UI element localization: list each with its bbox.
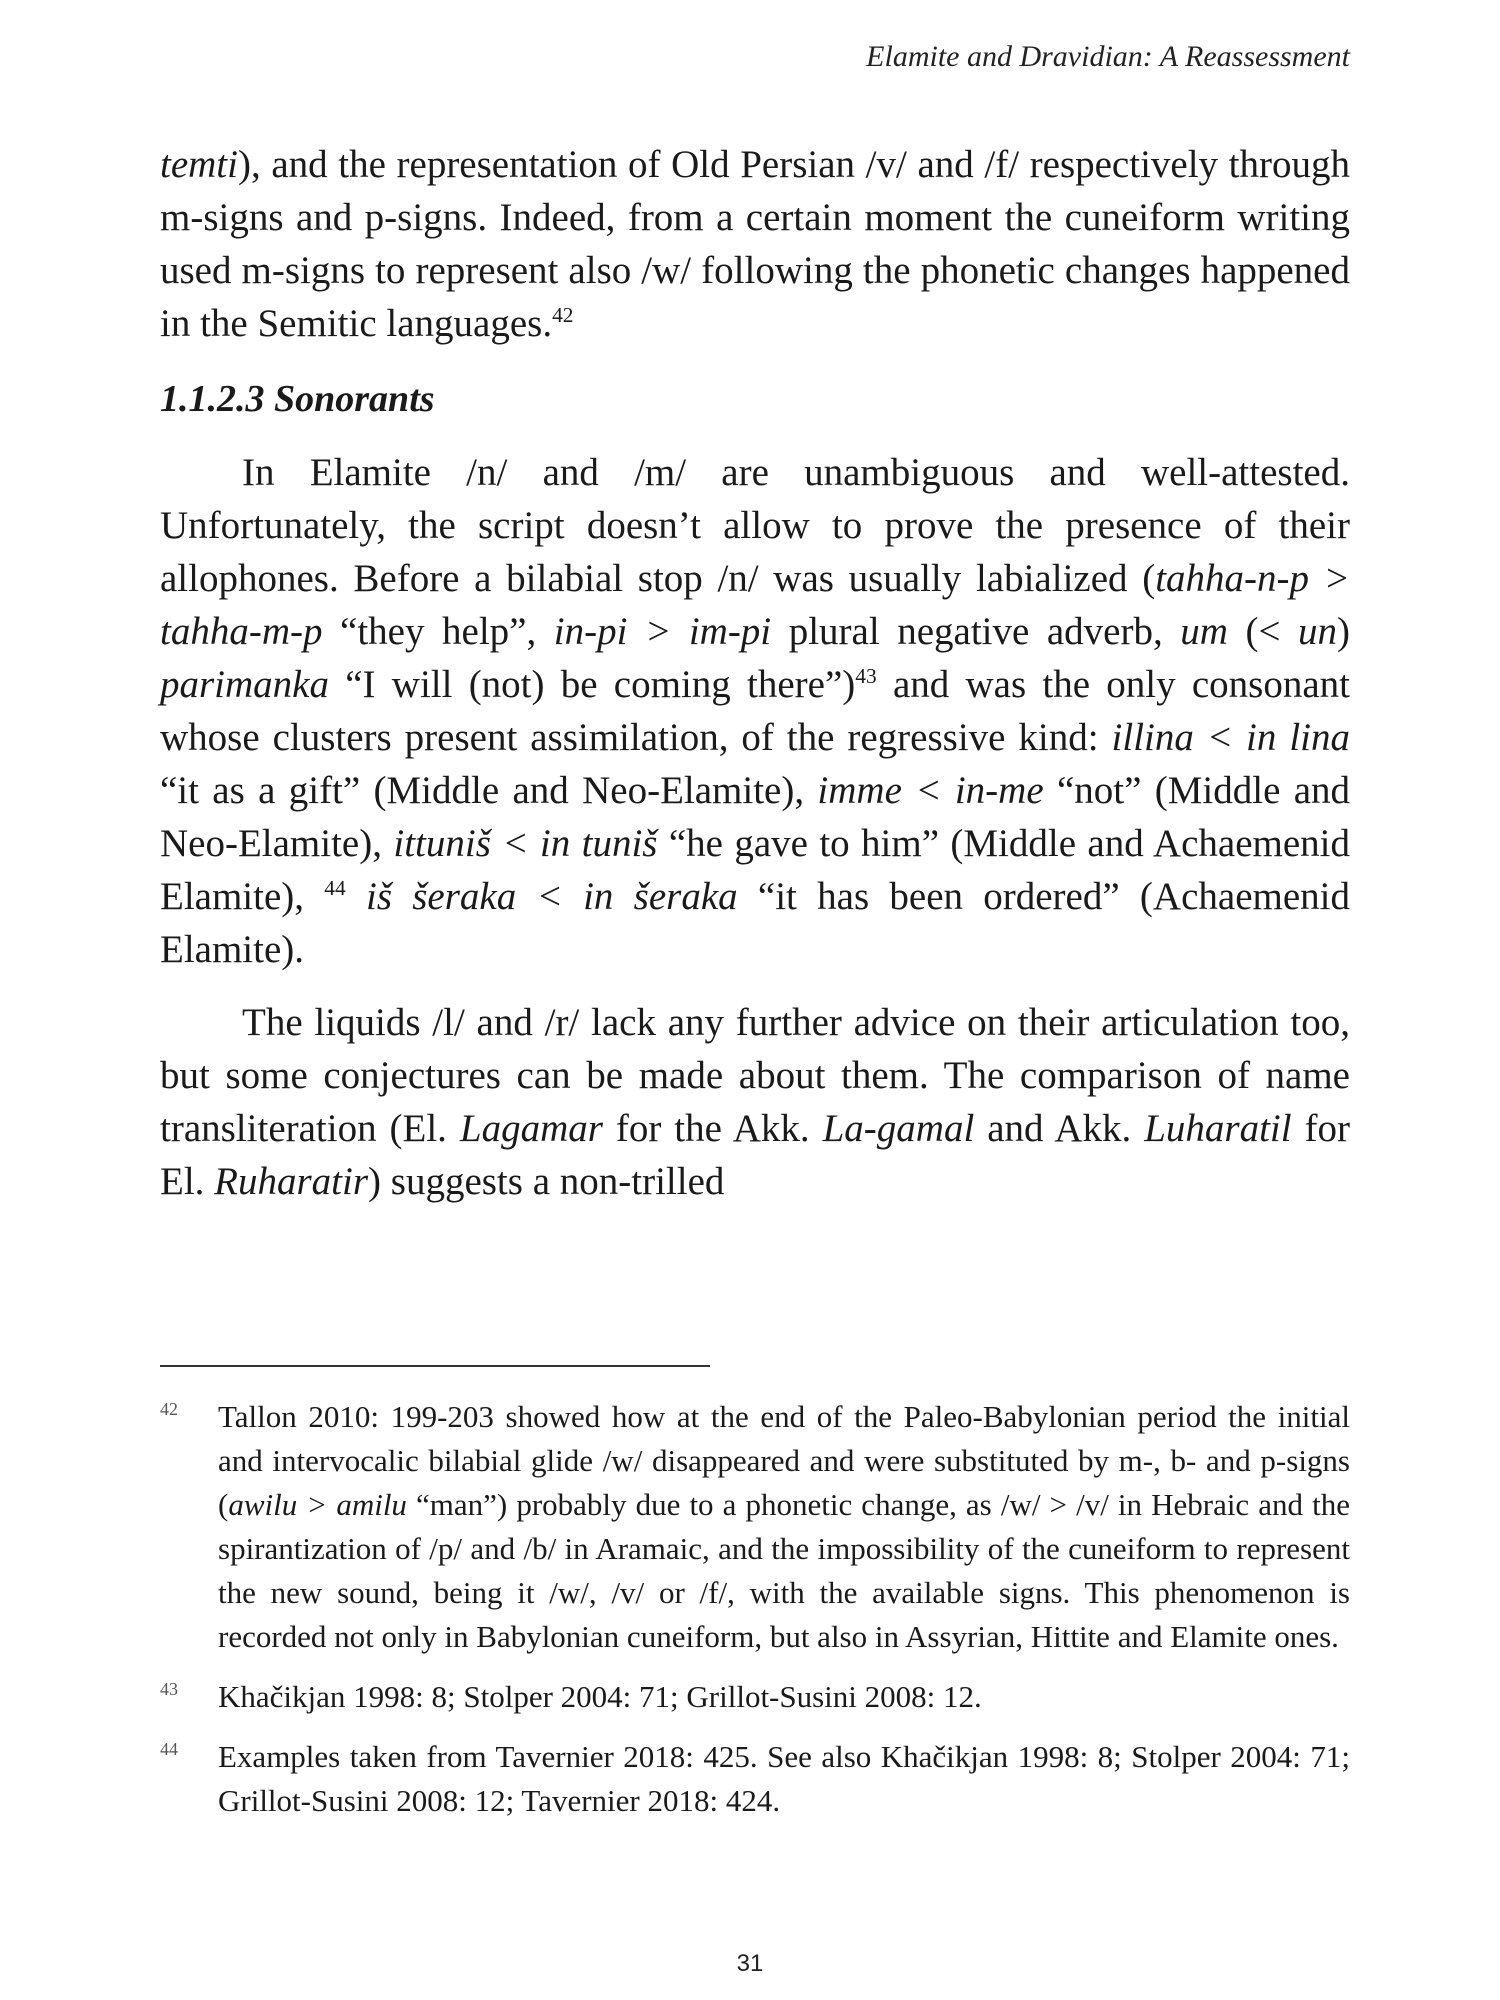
- text-run: In Elamite /n/ and /m/ are unambiguous and well-attested. Unfortunately, the script doesn’t allow to prove the presence of their allophones. Before a bilabial stop /n/ was usually labialized (: [160, 451, 1350, 600]
- footnote-44: [160, 1735, 1350, 1823]
- text-run: The liquids /l/ and /r/ lack any further advice on their articulation too, but some conjectures can be made about them. The comparison of name transliteration (El.: [160, 1001, 1350, 1150]
- italic-term: imme < in-me: [817, 769, 1044, 812]
- paragraph-1: [160, 138, 1350, 350]
- italic-term: temti: [160, 143, 238, 186]
- text-run: “not” (Middle and Neo-Elamite),: [160, 769, 1351, 865]
- italic-term: in-pi > im-pi: [553, 610, 772, 653]
- footnote-number: 44: [160, 1739, 178, 1759]
- italic-term: Ruharatir: [214, 1160, 369, 1203]
- footnote-text: Khačikjan 1998: 8; Stolper 2004: 71; Grillot-Susini 2008: 12.: [218, 1679, 982, 1714]
- text-run: ), and the representation of Old Persian /v/ and /f/ respectively through m-signs and p-signs. Indeed, from a certain moment the cuneiform writing used m-signs to represent also /w/ following the phonetic changes happened in the Semitic languages.: [160, 143, 1350, 345]
- italic-term: illina < in lina: [1111, 716, 1351, 759]
- footnote-43: [160, 1675, 1350, 1719]
- section-heading: 1.1.2.3 Sonorants: [160, 378, 435, 420]
- text-run: “man”) probably due to a phonetic change, as /w/ > /v/ in Hebraic and the spirantization of /p/ and /b/ in Aramaic, and the impossibility of the cuneiform to represent the new sound, being it /w/, /v/ or /f/, with the available signs. This phenomenon is recorded not only in Babylonian cuneiform, but also in Assyrian, Hittite and Elamite ones.: [218, 1487, 1350, 1654]
- running-head: Elamite and Dravidian: A Reassessment: [866, 40, 1350, 73]
- text-run: ) suggests a non-trilled: [368, 1160, 725, 1203]
- footnote-42: [160, 1395, 1350, 1659]
- paragraph-2: [160, 446, 1350, 976]
- page-number: 31: [736, 1950, 764, 1977]
- footnote-text: Examples taken from Tavernier 2018: 425. See also Khačikjan 1998: 8; Stolper 2004: 71; Grillot-Susini 2008: 12; Tavernier 2018: 424.: [218, 1739, 1350, 1818]
- text-run: “it as a gift” (Middle and Neo-Elamite),: [160, 769, 818, 812]
- italic-term: Lagamar: [459, 1107, 603, 1150]
- text-run: “he gave to him” (Middle and Achaemenid Elamite),: [160, 822, 1350, 918]
- italic-term: parimanka: [160, 663, 329, 706]
- text-run: for the Akk.: [602, 1107, 823, 1150]
- text-run: “it has been ordered” (Achaemenid Elamite).: [160, 875, 1350, 971]
- footnote-ref-43[interactable]: 43: [855, 664, 877, 688]
- footnote-number: 43: [160, 1679, 178, 1699]
- text-run: and Akk.: [974, 1107, 1145, 1150]
- paragraph-3: [160, 996, 1350, 1208]
- body-text: [160, 138, 1350, 1208]
- text-run: [346, 875, 366, 918]
- italic-term: um: [1180, 610, 1228, 653]
- italic-term: un: [1297, 610, 1337, 653]
- footnote-ref-44[interactable]: 44: [324, 876, 346, 900]
- italic-term: La-gamal: [822, 1107, 975, 1150]
- text-run: ): [1336, 610, 1350, 653]
- text-run: for El.: [160, 1107, 1350, 1203]
- footnote-number: 42: [160, 1399, 178, 1419]
- text-run: “I will (not) be coming there”): [329, 663, 856, 706]
- footnote-text: [218, 1395, 1350, 1659]
- footnote-ref-42[interactable]: 42: [552, 303, 574, 327]
- italic-term: awilu > amilu: [228, 1487, 407, 1522]
- italic-term: tahha-n-p > tahha-m-p: [160, 557, 1350, 653]
- italic-term: ittuniš < in tuniš: [393, 822, 658, 865]
- italic-term: Luharatil: [1144, 1107, 1292, 1150]
- text-run: Tallon 2010: 199-203 showed how at the end of the Paleo-Babylonian period the initial and intervocalic bilabial glide /w/ disappeared and were substituted by m-, b- and p-signs (: [218, 1399, 1350, 1522]
- text-run: “they help”,: [322, 610, 554, 653]
- text-run: plural negative adverb,: [771, 610, 1181, 653]
- text-run: and was the only consonant whose clusters present assimilation, of the regressive kind:: [160, 663, 1351, 759]
- footnotes: [160, 1395, 1350, 1839]
- italic-term: iš šeraka < in šeraka: [365, 875, 738, 918]
- text-run: (<: [1227, 610, 1298, 653]
- footnote-divider: [160, 1365, 710, 1367]
